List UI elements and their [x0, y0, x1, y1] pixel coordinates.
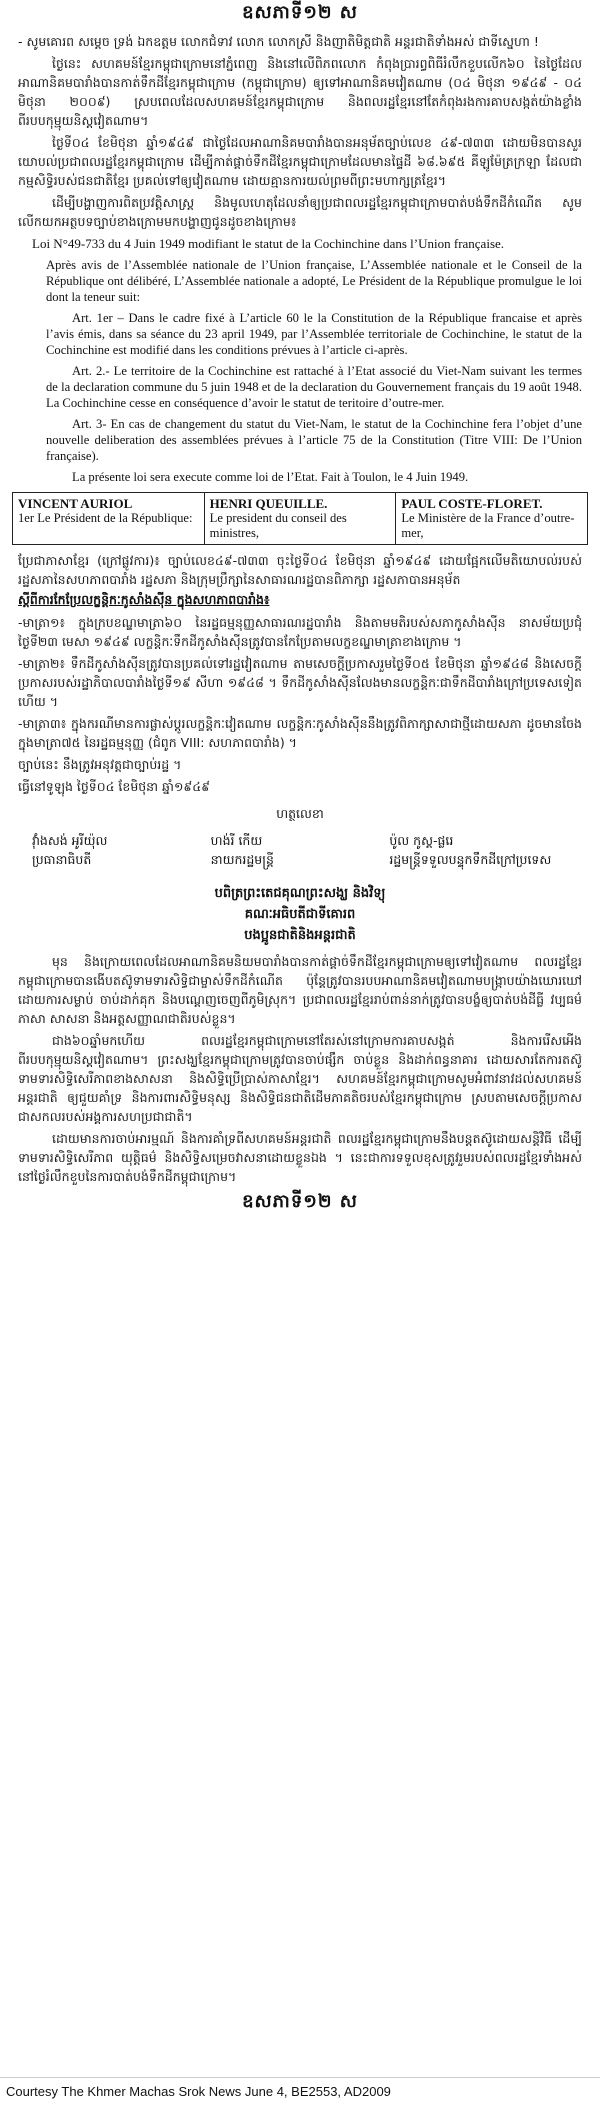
translation-article-1: -មាត្រា១៖ ក្នុងក្របខណ្ឌមាត្រា៦០ នៃរដ្ឋធម្មនុញ្ញសាធារណរដ្ឋបារាំង និងតាមមតិរបស់សភាកូសាំងស៊ីន នាសម័យប្រជុំថ្ងៃទី២៣ មេសា ១៩៤៩ លក្ខន្តិកៈទឹកដីកូសាំងស៊ីនត្រូវបានកែប្រែតាមលក្ខខណ្ឌមាត្រាខាងក្រោម ។	[18, 615, 582, 649]
intro-paragraph-1: ថ្ងៃនេះ សហគមន៍ខ្មែរកម្ពុជាក្រោមនៅភ្នំពេញ និងនៅលើពិភពលោក កំពុងប្រារព្ធពិធីរំលឹកខួបលើក៦០ នៃថ្ងៃដែលអាណានិគមបារាំងបានកាត់ទឹកដីខ្មែរកម្ពុជាក្រោម (កម្ពុជាក្រោម) ឲ្យទៅអាណានិគមវៀតណាម (០៤ មិថុនា ១៩៤៩ - ០៤ មិថុនា ២០០៩) ស្របពេលដែលសហគមន៍ខ្មែរកម្ពុជាក្រោម និងពលរដ្ឋខ្មែរនៅតែកំពុងរងការគាបសង្កត់យ៉ាងខ្លាំងពីរបបកុម្មុយនិស្តវៀតណាម។	[18, 56, 582, 128]
body-paragraph-3: ដោយមានការចាប់អារម្មណ៍ និងការគាំទ្រពីសហគមន៍អន្តរជាតិ ពលរដ្ឋខ្មែរកម្ពុជាក្រោមនឹងបន្តតស៊ូដោយសន្តិវិធី ដើម្បីទាមទារសិទ្ធិសេរីភាព យុត្តិធម៌ និងសិទ្ធិសម្រេចវាសនាដោយខ្លួនឯង ។ នេះជាការទទួលខុសត្រូវរួមរបស់ពលរដ្ឋខ្មែរទាំងអស់ នៅថ្ងៃរំលឹកខួបនៃការបាត់បង់ទឹកដីកម្ពុជាក្រោម។	[18, 1131, 582, 1184]
courtesy-footer	[0, 2077, 600, 2104]
signatory-cell	[396, 493, 587, 544]
translation-closing-2: ធ្វើនៅទូឡុង ថ្ងៃទី០៤ ខែមិថុនា ឆ្នាំ១៩៤៩	[18, 779, 210, 794]
translation-title: ស្តីពីការកែប្រែលក្ខន្តិកៈកូសាំងស៊ីន ក្នុងសហភាពបារាំង៖	[18, 592, 270, 607]
intro-paragraph-2: ថ្ងៃទី០៤ ខែមិថុនា ឆ្នាំ១៩៤៩ ជាថ្ងៃដែលអាណានិគមបារាំងបានអនុម័តច្បាប់លេខ ៤៩-៧៣៣ ដោយមិនបានសួរយោបល់ប្រជាពលរដ្ឋខ្មែរកម្ពុជាក្រោម ដើម្បីកាត់ផ្តាច់ទឹកដីខ្មែរកម្ពុជាក្រោមដែលមានផ្ទៃដី ៦៨.៦៩៥ គីឡូម៉ែត្រក្រឡា ដែលជាកម្មសិទ្ធិរបស់ជនជាតិខ្មែរ ប្រគល់ទៅឲ្យវៀតណាម ដោយគ្មានការយល់ព្រមពីព្រះមហាក្សត្រខ្មែរ។	[18, 135, 582, 188]
courtesy-text: Courtesy The Khmer Machas Srok News June 4, BE2553, AD2009	[6, 2083, 391, 2099]
khmer-signatories	[32, 831, 568, 869]
khmer-signatory	[389, 831, 568, 869]
french-law-article-1: Art. 1er – Dans le cadre fixé à L’article 60 le la Constitution de la République francaise et après l’avis émis, dans sa séance du 23 april 1949, par l’Assemblée territoriale de Cochinchine, le statut de la Cochinchine est modifié dans les conditions prévues à l’article ci-après.	[46, 311, 582, 357]
signatory-role: Le president du conseil des ministres,	[209, 511, 347, 540]
translation-article-3: -មាត្រា៣៖ ក្នុងករណីមានការផ្លាស់ប្តូរលក្ខន្តិកៈវៀតណាម លក្ខន្តិកៈកូសាំងស៊ីននឹងត្រូវពិភាក្សាសាជាថ្មីដោយសភា ដូចមានចែងក្នុងមាត្រា៧៥ នៃរដ្ឋធម្មនុញ្ញ (ជំពូក VIII: សហភាពបារាំង) ។	[18, 716, 582, 750]
french-law-text	[18, 236, 582, 485]
address-heading	[18, 883, 582, 946]
french-law-article-2: Art. 2.- Le territoire de la Cochinchine est rattaché à l’Etat associé du Viet-Nam suivant les termes de la declaration commune du 5 juin 1948 et de la declaration du Gouvernement français du 19 août 1948. La Cochinchine cesse en conséquence d’avoir le statut de teritoire d’outre-mer.	[46, 364, 582, 410]
top-banner	[0, 0, 600, 26]
translation-intro: ប្រែជាភាសាខ្មែរ (ក្រៅផ្លូវការ)៖ ច្បាប់លេខ៤៩-៧៣៣ ចុះថ្ងៃទី០៤ ខែមិថុនា ឆ្នាំ១៩៤៩ ដោយផ្អែកលើមតិយោបល់របស់រដ្ឋសភានៃសហភាពបារាំង រដ្ឋសភា និងក្រុមប្រឹក្សានៃសាធារណរដ្ឋបានពិភាក្សា រដ្ឋសភាបានអនុម័ត	[18, 553, 582, 587]
french-law-title: Loi N°49-733 du 4 Juin 1949 modifiant le statut de la Cochinchine dans l’Union française.	[32, 236, 505, 251]
khmer-signatory-role: រដ្ឋមន្ត្រីទទួលបន្ទុកទឹកដីក្រៅប្រទេស	[389, 852, 552, 867]
khmer-signatory-name: ហង់រី កើយ	[210, 833, 263, 848]
body-paragraph-2: ជាង៦០ឆ្នាំមកហើយ ពលរដ្ឋខ្មែរកម្ពុជាក្រោមនៅតែរស់នៅក្រោមការគាបសង្កត់ និងការរើសអើងពីរបបកុម្មុយនិស្តវៀតណាម។ ព្រះសង្ឃខ្មែរកម្ពុជាក្រោមត្រូវបានចាប់ផ្សឹក ចាប់ខ្លួន និងដាក់ពន្ធនាគារ ដោយសារតែការតស៊ូទាមទារសិទ្ធិសេរីភាពខាងសាសនា និងសិទ្ធិប្រើប្រាស់ភាសាខ្មែរ។ សហគមន៍ខ្មែរកម្ពុជាក្រោមសូមអំពាវនាវដល់សហគមន៍អន្តរជាតិ ឲ្យជួយគាំទ្រ និងការពារសិទ្ធិមនុស្ស និងសិទ្ធិជនជាតិដើមភាគតិចរបស់ខ្មែរកម្ពុជាក្រោម ស្របតាមសេចក្តីប្រកាសជាសកលរបស់អង្គការសហប្រជាជាតិ។	[18, 1033, 582, 1124]
signatory-name: VINCENT AURIOL	[18, 496, 133, 511]
khmer-signatory-name: វ៉ាំងសង់ អូរីយ៉ុល	[32, 833, 108, 848]
translation-article-2: -មាត្រា២៖ ទឹកដីកូសាំងស៊ីនត្រូវបានប្រគល់ទៅរដ្ឋវៀតណាម តាមសេចក្តីប្រកាសរួមថ្ងៃទី០៥ ខែមិថុនា ឆ្នាំ១៩៤៨ និងសេចក្តីប្រកាសរបស់រដ្ឋាភិបាលបារាំងថ្ងៃទី១៩ សីហា ១៩៤៨ ។ ទឹកដីកូសាំងស៊ីនលែងមានលក្ខន្តិកៈជាទឹកដីបារាំងក្រៅប្រទេសទៀតហើយ ។	[18, 656, 582, 709]
address-heading-line: គណៈអធិបតីជាទីគោរព	[244, 907, 356, 922]
signatory-cell	[205, 493, 397, 544]
signatory-name: PAUL COSTE-FLORET.	[401, 496, 543, 511]
khmer-signatory-role: នាយករដ្ឋមន្ត្រី	[210, 852, 274, 867]
khmer-signatory	[32, 831, 211, 869]
signatory-role: 1er Le Président de la République:	[18, 511, 193, 525]
khmer-signatory-name: ប៉ូល កូស្ត-ផ្លរេ	[389, 833, 454, 848]
french-law-intro: Après avis de l’Assemblée nationale de l’Union française, L’Assemblée nationale et le Conseil de la République ont délibéré, L’Assemblée nationale a adopté, Le Président de la République promulgue le loi dont la teneur suit:	[46, 258, 582, 304]
translation-closing-1: ច្បាប់នេះ នឹងត្រូវអនុវត្តជាច្បាប់រដ្ឋ ។	[18, 757, 182, 772]
signatory-name: HENRI QUEUILLE.	[209, 496, 328, 511]
french-signatories-table	[12, 492, 588, 545]
intro-paragraph-3: ដើម្បីបង្ហាញការពិតប្រវត្តិសាស្ត្រ និងមូលហេតុដែលនាំឲ្យប្រជាពលរដ្ឋខ្មែរកម្ពុជាក្រោមបាត់បង់ទឹកដីកំណើត សូមលើកយកអត្ថបទច្បាប់ខាងក្រោមមកបង្ហាញជូនដូចខាងក្រោម៖	[18, 195, 582, 229]
body-paragraph-1: មុន និងក្រោយពេលដែលអាណានិគមនិយមបារាំងបានកាត់ផ្តាច់ទឹកដីខ្មែរកម្ពុជាក្រោមឲ្យទៅវៀតណាម ពលរដ្ឋខ្មែរកម្ពុជាក្រោមបានងើបតស៊ូទាមទារសិទ្ធិជាម្ចាស់ទឹកដីកំណើត ប៉ុន្តែត្រូវបានរបបអាណានិគមវៀតណាមបង្ក្រាបយ៉ាងឃោរឃៅ ដោយការសម្លាប់ ចាប់ដាក់គុក និងបណ្តេញចេញពីភូមិស្រុក។ ប្រជាពលរដ្ឋខ្មែររាប់ពាន់នាក់ត្រូវបានបង្ខំឲ្យបាត់បង់ដីធ្លី វប្បធម៌ ភាសា សាសនា និងអត្តសញ្ញាណជាតិរបស់ខ្លួន។	[18, 954, 582, 1026]
greeting: - សូមគោរព សម្តេច ទ្រង់ ឯកឧត្តម លោកជំទាវ លោក លោកស្រី និងញាតិមិត្តជាតិ អន្តរជាតិទាំងអស់ ជាទីស្នេហា !	[18, 34, 539, 49]
french-law-article-3: Art. 3- En cas de changement du statut du Viet-Nam, le statut de la Cochinchine fera l’objet d’une nouvelle deliberation des assemblées prévues à l’article 75 de la Constitution (Titre VIII: De l’Union française).	[46, 417, 582, 463]
khmer-signatory-role: ប្រធានាធិបតី	[32, 852, 92, 867]
address-heading-line: បពិត្រព្រះតេជគុណព្រះសង្ឃ និងវិទ្យុ	[214, 886, 386, 901]
address-heading-line: បងប្អូនជាតិនិងអន្តរជាតិ	[244, 928, 356, 943]
french-law-closing: La présente loi sera execute comme loi de l’Etat. Fait à Toulon, le 4 Juin 1949.	[72, 470, 469, 484]
khmer-signatory	[211, 831, 390, 869]
bottom-banner	[0, 1189, 600, 1215]
bottom-banner-text: ឧសភាទី១២ ស	[242, 1190, 358, 1212]
top-banner-text: ឧសភាទី១២ ស	[242, 1, 358, 23]
signatory-role: Le Ministère de la France d’outre-mer,	[401, 511, 575, 540]
signature-separator: ហត្ថលេខា	[276, 806, 324, 821]
signatory-cell	[13, 493, 205, 544]
